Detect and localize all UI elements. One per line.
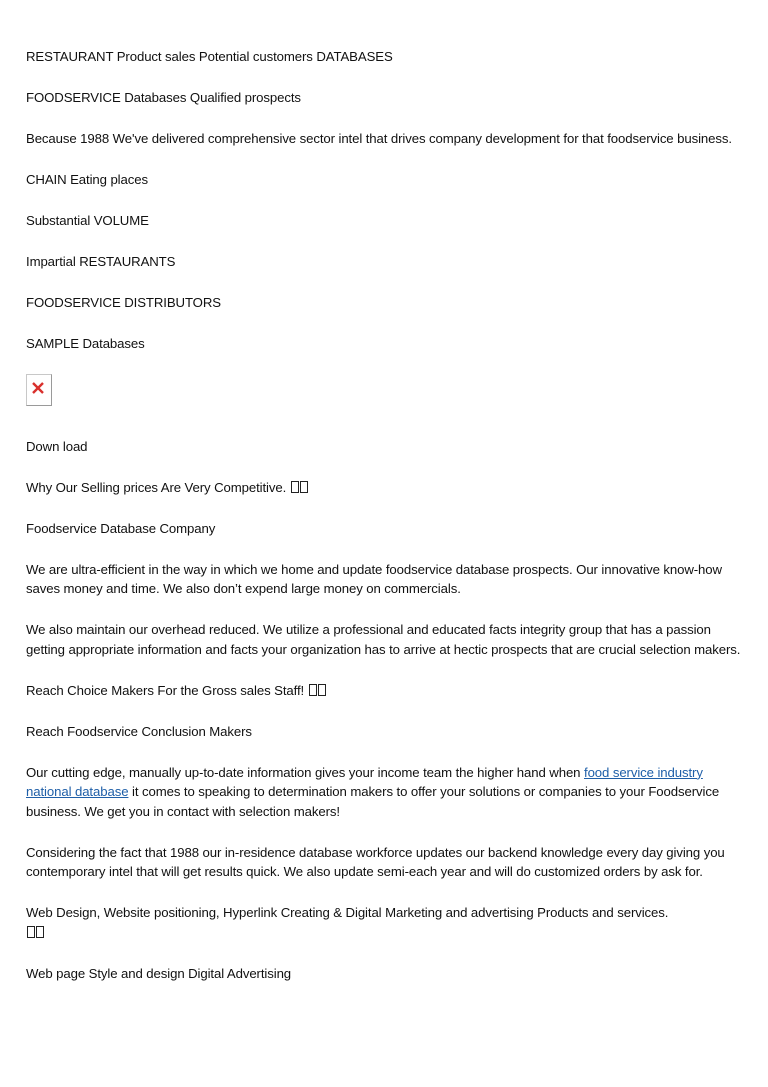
- missing-glyph-icon: [291, 481, 299, 493]
- paragraph-since-1988-updates: Considering the fact that 1988 our in-residence database workforce updates our backend knowledge every day giving you contemporary intel that will get results quick. We also update semi-each year and will do customized orders by ask for.: [26, 844, 725, 879]
- broken-image-icon: [26, 374, 52, 406]
- heading-foodservice-databases: FOODSERVICE Databases Qualified prospects: [26, 90, 301, 105]
- item-substantial-volume: Substantial VOLUME: [26, 213, 149, 228]
- heading-competitive-prices-text: Why Our Selling prices Are Very Competitive.: [26, 479, 287, 495]
- heading-web-page-style: Web page Style and design Digital Advertising: [26, 965, 292, 981]
- item-sample-databases: SAMPLE Databases: [26, 336, 145, 351]
- missing-glyph-icon: [309, 684, 317, 696]
- paragraph-since-1988: Because 1988 We've delivered comprehensive sector intel that drives company development for that foodservice business.: [26, 131, 732, 146]
- paragraph-cutting-edge-text-before: Our cutting edge, manually up-to-date information gives your income team the higher hand when: [26, 764, 581, 780]
- download-text: Down load: [26, 438, 88, 454]
- missing-glyph-icon: [300, 481, 308, 493]
- heading-web-design-services-text: Web Design, Website positioning, Hyperlink Creating & Digital Marketing and advertising Products and services.: [26, 905, 669, 920]
- heading-restaurant-sales: RESTAURANT Product sales Potential customers DATABASES: [26, 49, 393, 64]
- missing-glyph-icon: [36, 926, 44, 938]
- close-x-icon: [31, 381, 45, 395]
- missing-glyph-icon: [318, 684, 326, 696]
- heading-foodservice-database-company: Foodservice Database Company: [26, 520, 216, 536]
- document-page: [26, 47, 742, 983]
- missing-glyph-icon: [27, 926, 35, 938]
- paragraph-overhead: We also maintain our overhead reduced. We utilize a professional and educated facts integrity group that has a passion getting appropriate information and facts your organization has to arrive at hectic prospects that are crucial selection makers.: [26, 622, 741, 657]
- paragraph-cutting-edge: [26, 763, 742, 822]
- heading-web-design-services: [26, 903, 742, 942]
- item-chain-eating-places: CHAIN Eating places: [26, 172, 148, 187]
- heading-reach-conclusion-makers: Reach Foodservice Conclusion Makers: [26, 723, 252, 739]
- food-service-database-link[interactable]: food service industry national database: [26, 764, 703, 799]
- paragraph-cutting-edge-text-after: it comes to speaking to determination makers to offer your solutions or companies to your Foodservice business. We get you in contact with selection makers!: [26, 784, 720, 819]
- heading-competitive-prices: [26, 478, 742, 498]
- heading-reach-choice-makers: [26, 681, 742, 701]
- item-foodservice-distributors: FOODSERVICE DISTRIBUTORS: [26, 295, 221, 310]
- paragraph-ultra-efficient: We are ultra-efficient in the way in which we home and update foodservice database prospects. Our innovative know-how saves money and time. We also don’t expend large money on commercials.: [26, 561, 722, 596]
- heading-reach-choice-makers-text: Reach Choice Makers For the Gross sales Staff!: [26, 682, 305, 698]
- item-impartial-restaurants: Impartial RESTAURANTS: [26, 254, 176, 269]
